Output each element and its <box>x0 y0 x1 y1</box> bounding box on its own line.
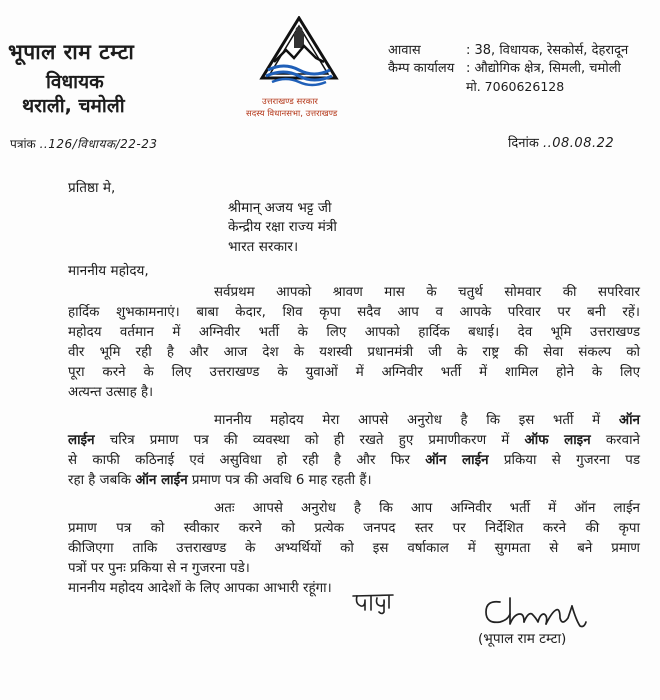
residence-label: आवास <box>388 43 421 58</box>
government-label: उत्तराखण्ड सरकार <box>262 97 318 107</box>
body-line: लाईन चरित्र प्रमाण पत्र की व्यवस्था को ही रखते हुए प्रमाणीकरण में ऑफ लाइन करवाने <box>68 433 640 448</box>
residence-value: : 38, विधायक, रेसकोर्स, देहरादून <box>466 43 629 58</box>
camp-office-address <box>388 58 621 76</box>
reference-number <box>10 135 158 152</box>
body-line: पूरा करने के लिए उत्तराखण्ड के युवाओं में अग्निवीर भर्ती में शामिल होने के लिए <box>68 365 640 380</box>
signature-icon <box>480 596 590 630</box>
body-line: कीजिएगा ताकि उत्तराखण्ड के अभ्यर्थियों को इस वर्षाकाल में सुगमता से बने प्रमाण <box>68 541 640 556</box>
recipient-office: भारत सरकार। <box>228 239 299 255</box>
body-line: से काफी कठिनाई एवं असुविधा हो रही है और फिर ऑन लाईन प्रकिया से गुजरना पड <box>68 453 640 468</box>
recipient-name: श्रीमान् अजय भट्ट जी <box>228 200 332 216</box>
body-line: वीर भूमि रही है और आज देश के यशस्वी प्रधानमंत्री जी के राष्ट्र की सेवा संकल्प को <box>68 345 640 360</box>
residence-address <box>388 40 628 58</box>
greeting: माननीय महोदय, <box>68 263 149 279</box>
body-line: माननीय महोदय मेरा आपसे अनुरोध है कि इस भर्ती में ऑन <box>214 413 640 428</box>
reference-label: पत्रांक <box>10 137 36 151</box>
body-line: महोदय वर्तमान में अग्निवीर भर्ती के लिए आपको हार्दिक बधाई। देव भूमि उत्तराखण्ड <box>68 325 640 340</box>
sender-title: विधायक <box>46 71 104 93</box>
handwritten-mark-icon <box>351 590 395 616</box>
closing-line: माननीय महोदय आदेशों के लिए आपका आभारी रहूंगा। <box>68 581 332 596</box>
recipient-designation: केन्द्रीय रक्षा राज्य मंत्री <box>228 219 337 235</box>
uttarakhand-emblem-icon <box>254 16 344 94</box>
salutation: प्रतिष्ठा मे, <box>68 180 116 196</box>
assembly-label: सदस्य विधानसभा, उत्तराखण्ड <box>246 109 338 119</box>
body-line: प्रमाण पत्र को स्वीकार करने को प्रत्येक जनपद स्तर पर निर्देशित करने की कृपा <box>68 521 640 536</box>
body-line: हार्दिक शुभकामनाएं। बाबा केदार, शिव कृपा सदैव आप व आपके परिवार पर बनी रहें। <box>68 305 640 320</box>
signatory-name: (भूपाल राम टम्टा) <box>478 631 567 647</box>
body-line: रहा है जबकि ऑन लाईन प्रमाण पत्र की अवधि 6 माह रहती हैं। <box>68 473 372 488</box>
mobile-number: मो. 7060626128 <box>466 79 565 94</box>
body-line: पत्रों पर पुनः प्रकिया से न गुजरना पडे। <box>68 561 250 576</box>
sender-place: थराली, चमोली <box>22 95 125 117</box>
date-value: ..08.08.22 <box>542 136 615 151</box>
camp-value: : औद्योगिक क्षेत्र, सिमली, चमोली <box>466 61 621 76</box>
reference-value: ..126/विधायक/22-23 <box>39 137 158 151</box>
camp-label: कैम्प कार्यालय <box>388 61 455 76</box>
body-line: सर्वप्रथम आपको श्रावण मास के चतुर्थ सोमवार की सपरिवार <box>214 285 640 300</box>
body-line: अत्यन्त उत्साह है। <box>68 385 154 400</box>
body-line: अतः आपसे अनुरोध है कि आप अग्निवीर भर्ती में ऑन लाईन <box>214 501 640 516</box>
date-label: दिनांक <box>508 136 539 151</box>
sender-name: भूपाल राम टम्टा <box>8 40 135 64</box>
letter-date <box>508 133 614 151</box>
